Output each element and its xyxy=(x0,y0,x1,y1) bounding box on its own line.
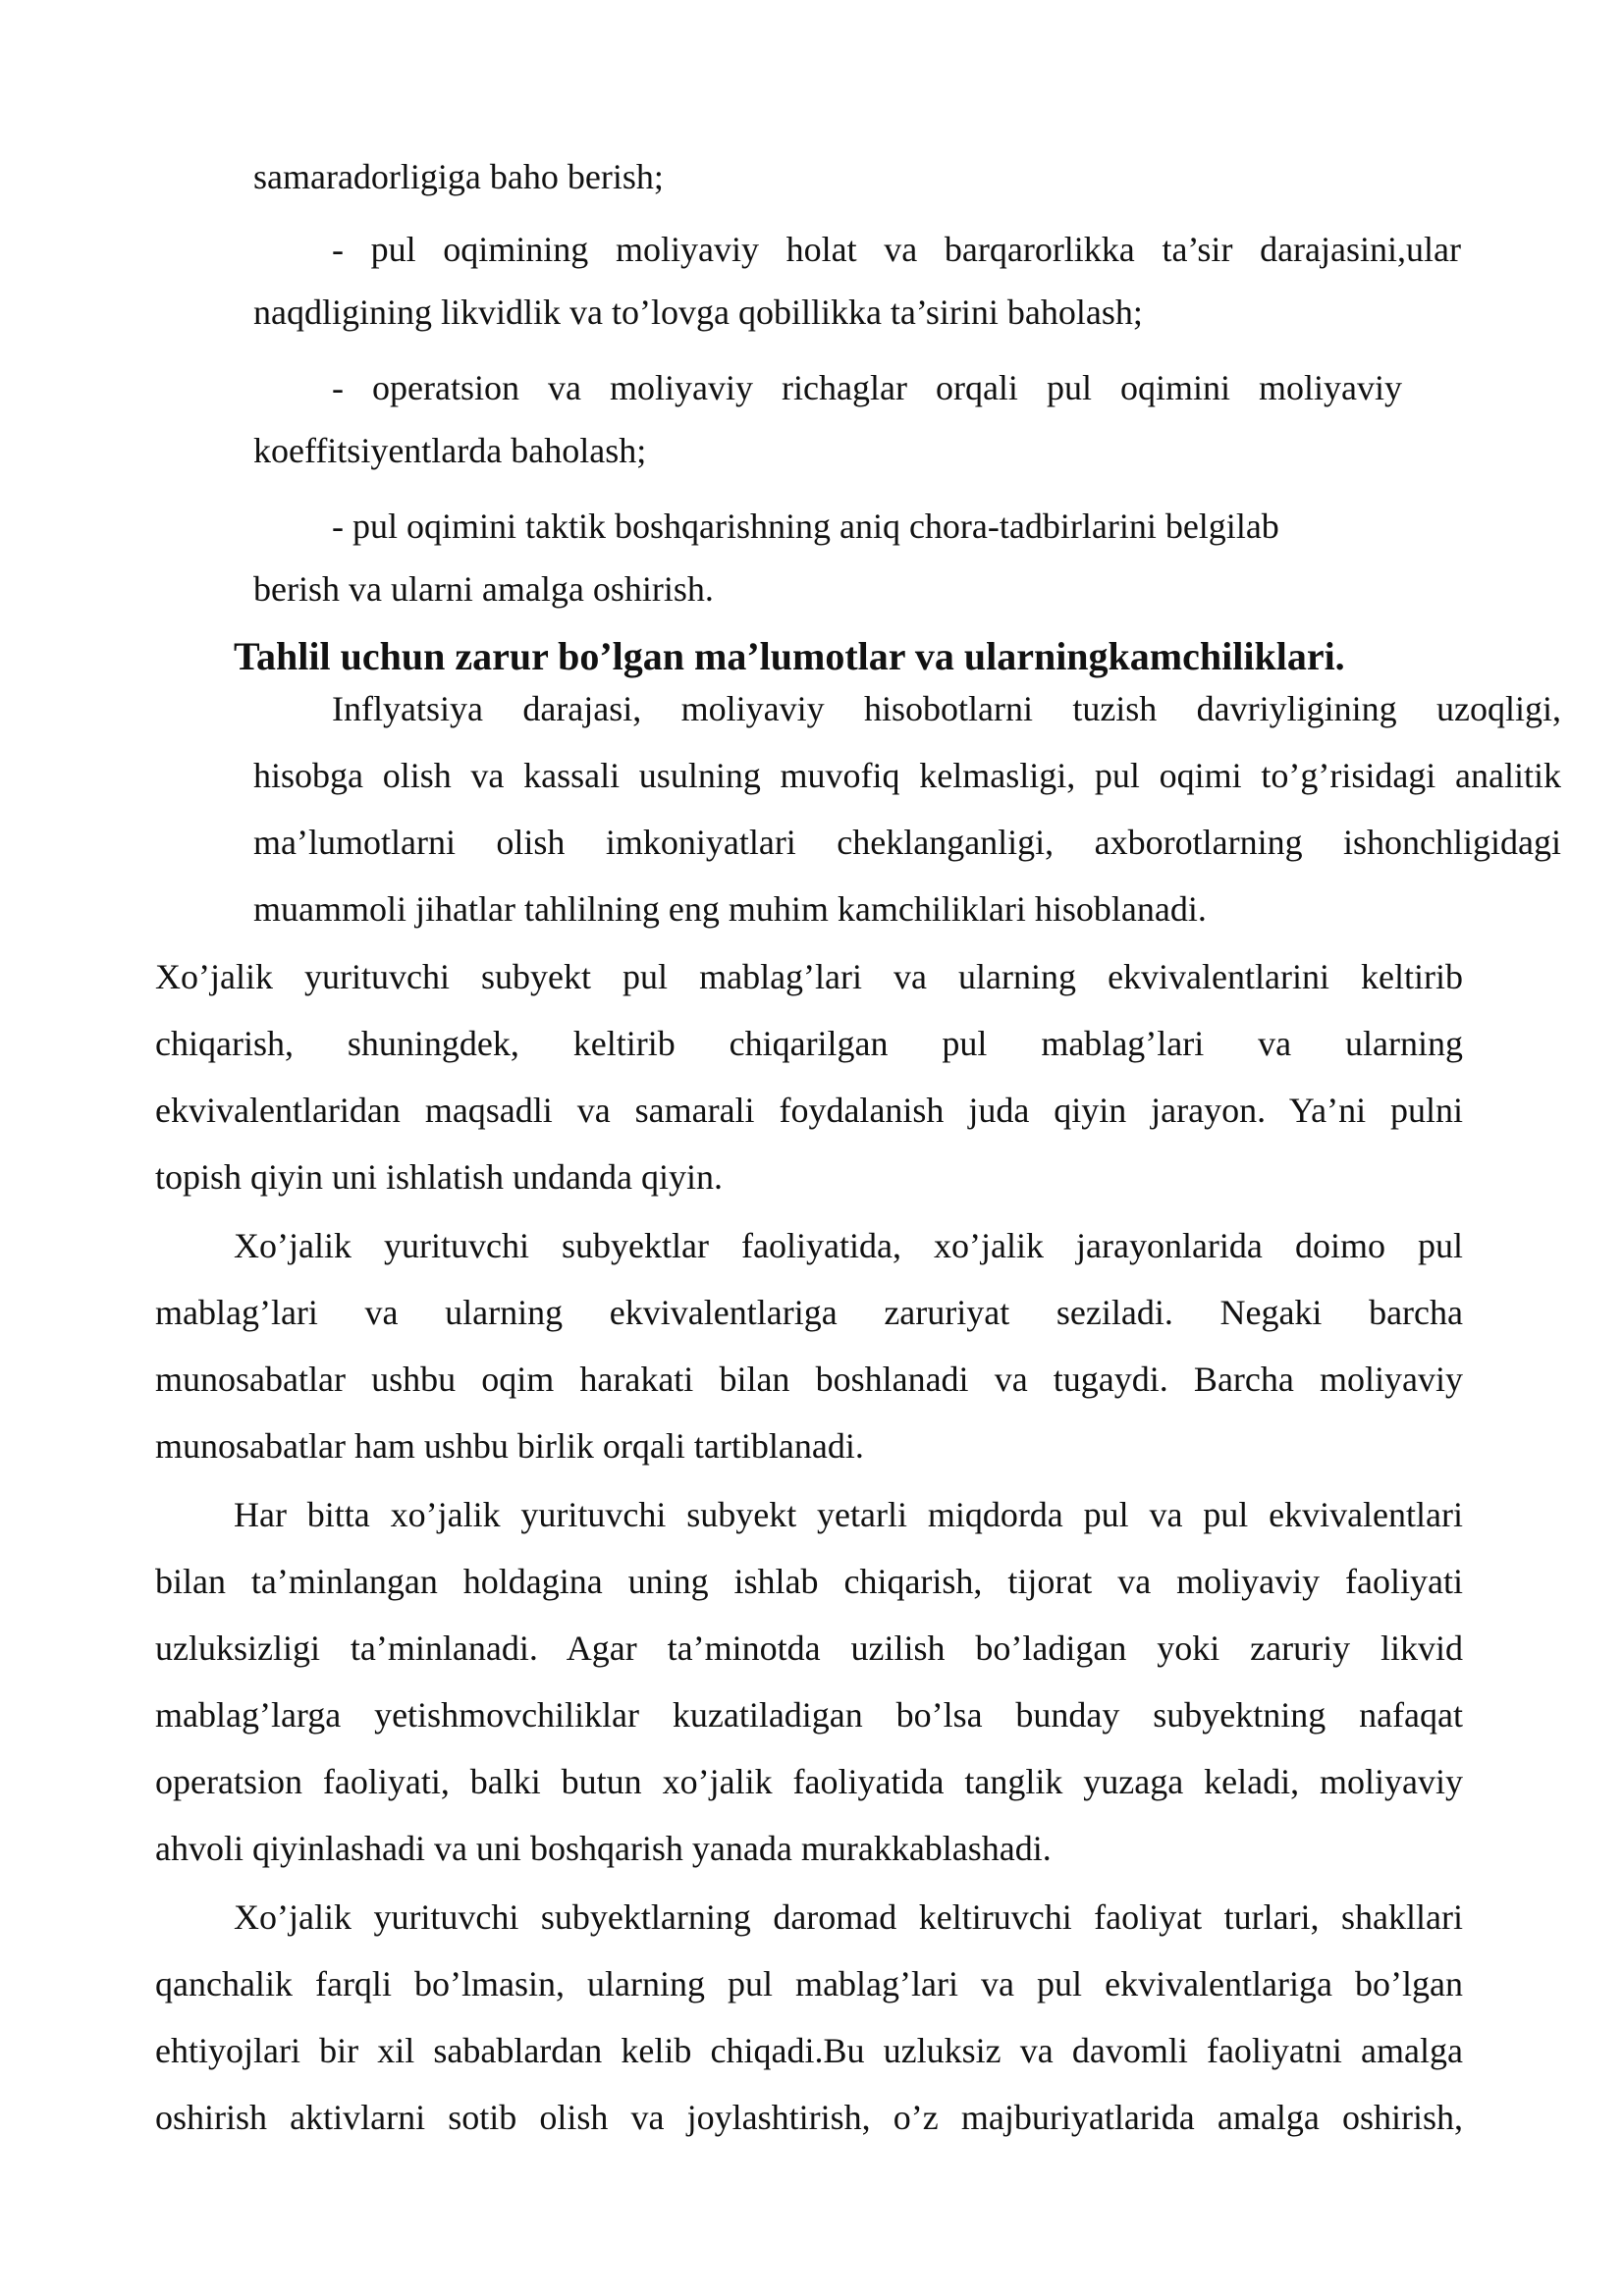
paragraph-line: ahvoli qiyinlashadi va uni boshqarish yanada murakkablashadi. xyxy=(155,1829,1052,1868)
paragraph-line: bilan ta’minlangan holdagina uning ishlab chiqarish, tijorat va moliyaviy faoliyati xyxy=(155,1562,1463,1601)
paragraph-line: ma’lumotlarni olish imkoniyatlari cheklanganligi, axborotlarning ishonchligidagi xyxy=(253,823,1561,862)
paragraph-line: operatsion faoliyati, balki butun xo’jalik faoliyatida tanglik yuzaga keladi, moliyaviy xyxy=(155,1762,1463,1801)
paragraph-line: Xo’jalik yurituvchi subyektlarning daromad keltiruvchi faoliyat turlari, shakllari xyxy=(234,1897,1463,1937)
paragraph-line: uzluksizligi ta’minlanadi. Agar ta’minotda uzilish bo’ladigan yoki zaruriy likvid xyxy=(155,1629,1463,1668)
paragraph-line: Inflyatsiya darajasi, moliyaviy hisobotlarni tuzish davriyligining uzoqligi, xyxy=(332,689,1561,728)
paragraph-line: oshirish aktivlarni sotib olish va joylashtirish, o’z majburiyatlarida amalga oshirish, xyxy=(155,2098,1463,2137)
paragraph-line: Har bitta xo’jalik yurituvchi subyekt yetarli miqdorda pul va pul ekvivalentlari xyxy=(234,1495,1463,1534)
text-line: koeffitsiyentlarda baholash; xyxy=(253,431,647,470)
paragraph-line: ekvivalentlaridan maqsadli va samarali foydalanish juda qiyin jarayon. Ya’ni pulni xyxy=(155,1091,1463,1130)
text-line: samaradorligiga baho berish; xyxy=(253,157,664,196)
bullet-line: - pul oqimini taktik boshqarishning aniq chora-tadbirlarini belgilab xyxy=(332,507,1279,546)
paragraph-line: chiqarish, shuningdek, keltirib chiqarilgan pul mablag’lari va ularning xyxy=(155,1024,1463,1063)
text-line: berish va ularni amalga oshirish. xyxy=(253,569,714,609)
paragraph-line: muammoli jihatlar tahlilning eng muhim kamchiliklari hisoblanadi. xyxy=(253,889,1207,929)
text-line: naqdligining likvidlik va to’lovga qobillikka ta’sirini baholash; xyxy=(253,293,1143,332)
paragraph-line: ehtiyojlari bir xil sabablardan kelib chiqadi.Bu uzluksiz va davomli faoliyatni amalga xyxy=(155,2031,1463,2070)
paragraph-line: mablag’larga yetishmovchiliklar kuzatiladigan bo’lsa bunday subyektning nafaqat xyxy=(155,1695,1463,1735)
bullet-line: - pul oqimining moliyaviy holat va barqarorlikka ta’sir darajasini,ular xyxy=(332,230,1461,269)
section-heading: Tahlil uchun zarur bo’lgan ma’lumotlar va ularningkamchiliklari. xyxy=(234,634,1345,678)
paragraph-line: munosabatlar ham ushbu birlik orqali tartiblanadi. xyxy=(155,1426,864,1466)
paragraph-line: qanchalik farqli bo’lmasin, ularning pul mablag’lari va pul ekvivalentlariga bo’lgan xyxy=(155,1964,1463,2003)
paragraph-line: mablag’lari va ularning ekvivalentlariga zaruriyat seziladi. Negaki barcha xyxy=(155,1293,1463,1332)
paragraph-line: topish qiyin uni ishlatish undanda qiyin. xyxy=(155,1157,723,1197)
paragraph-line: Xo’jalik yurituvchi subyekt pul mablag’lari va ularning ekvivalentlarini keltirib xyxy=(155,957,1463,996)
bullet-line: - operatsion va moliyaviy richaglar orqali pul oqimini moliyaviy xyxy=(332,368,1402,407)
paragraph-line: munosabatlar ushbu oqim harakati bilan boshlanadi va tugaydi. Barcha moliyaviy xyxy=(155,1360,1463,1399)
paragraph-line: Xo’jalik yurituvchi subyektlar faoliyatida, xo’jalik jarayonlarida doimo pul xyxy=(234,1226,1463,1265)
paragraph-line: hisobga olish va kassali usulning muvofiq kelmasligi, pul oqimi to’g’risidagi analitik xyxy=(253,756,1561,795)
